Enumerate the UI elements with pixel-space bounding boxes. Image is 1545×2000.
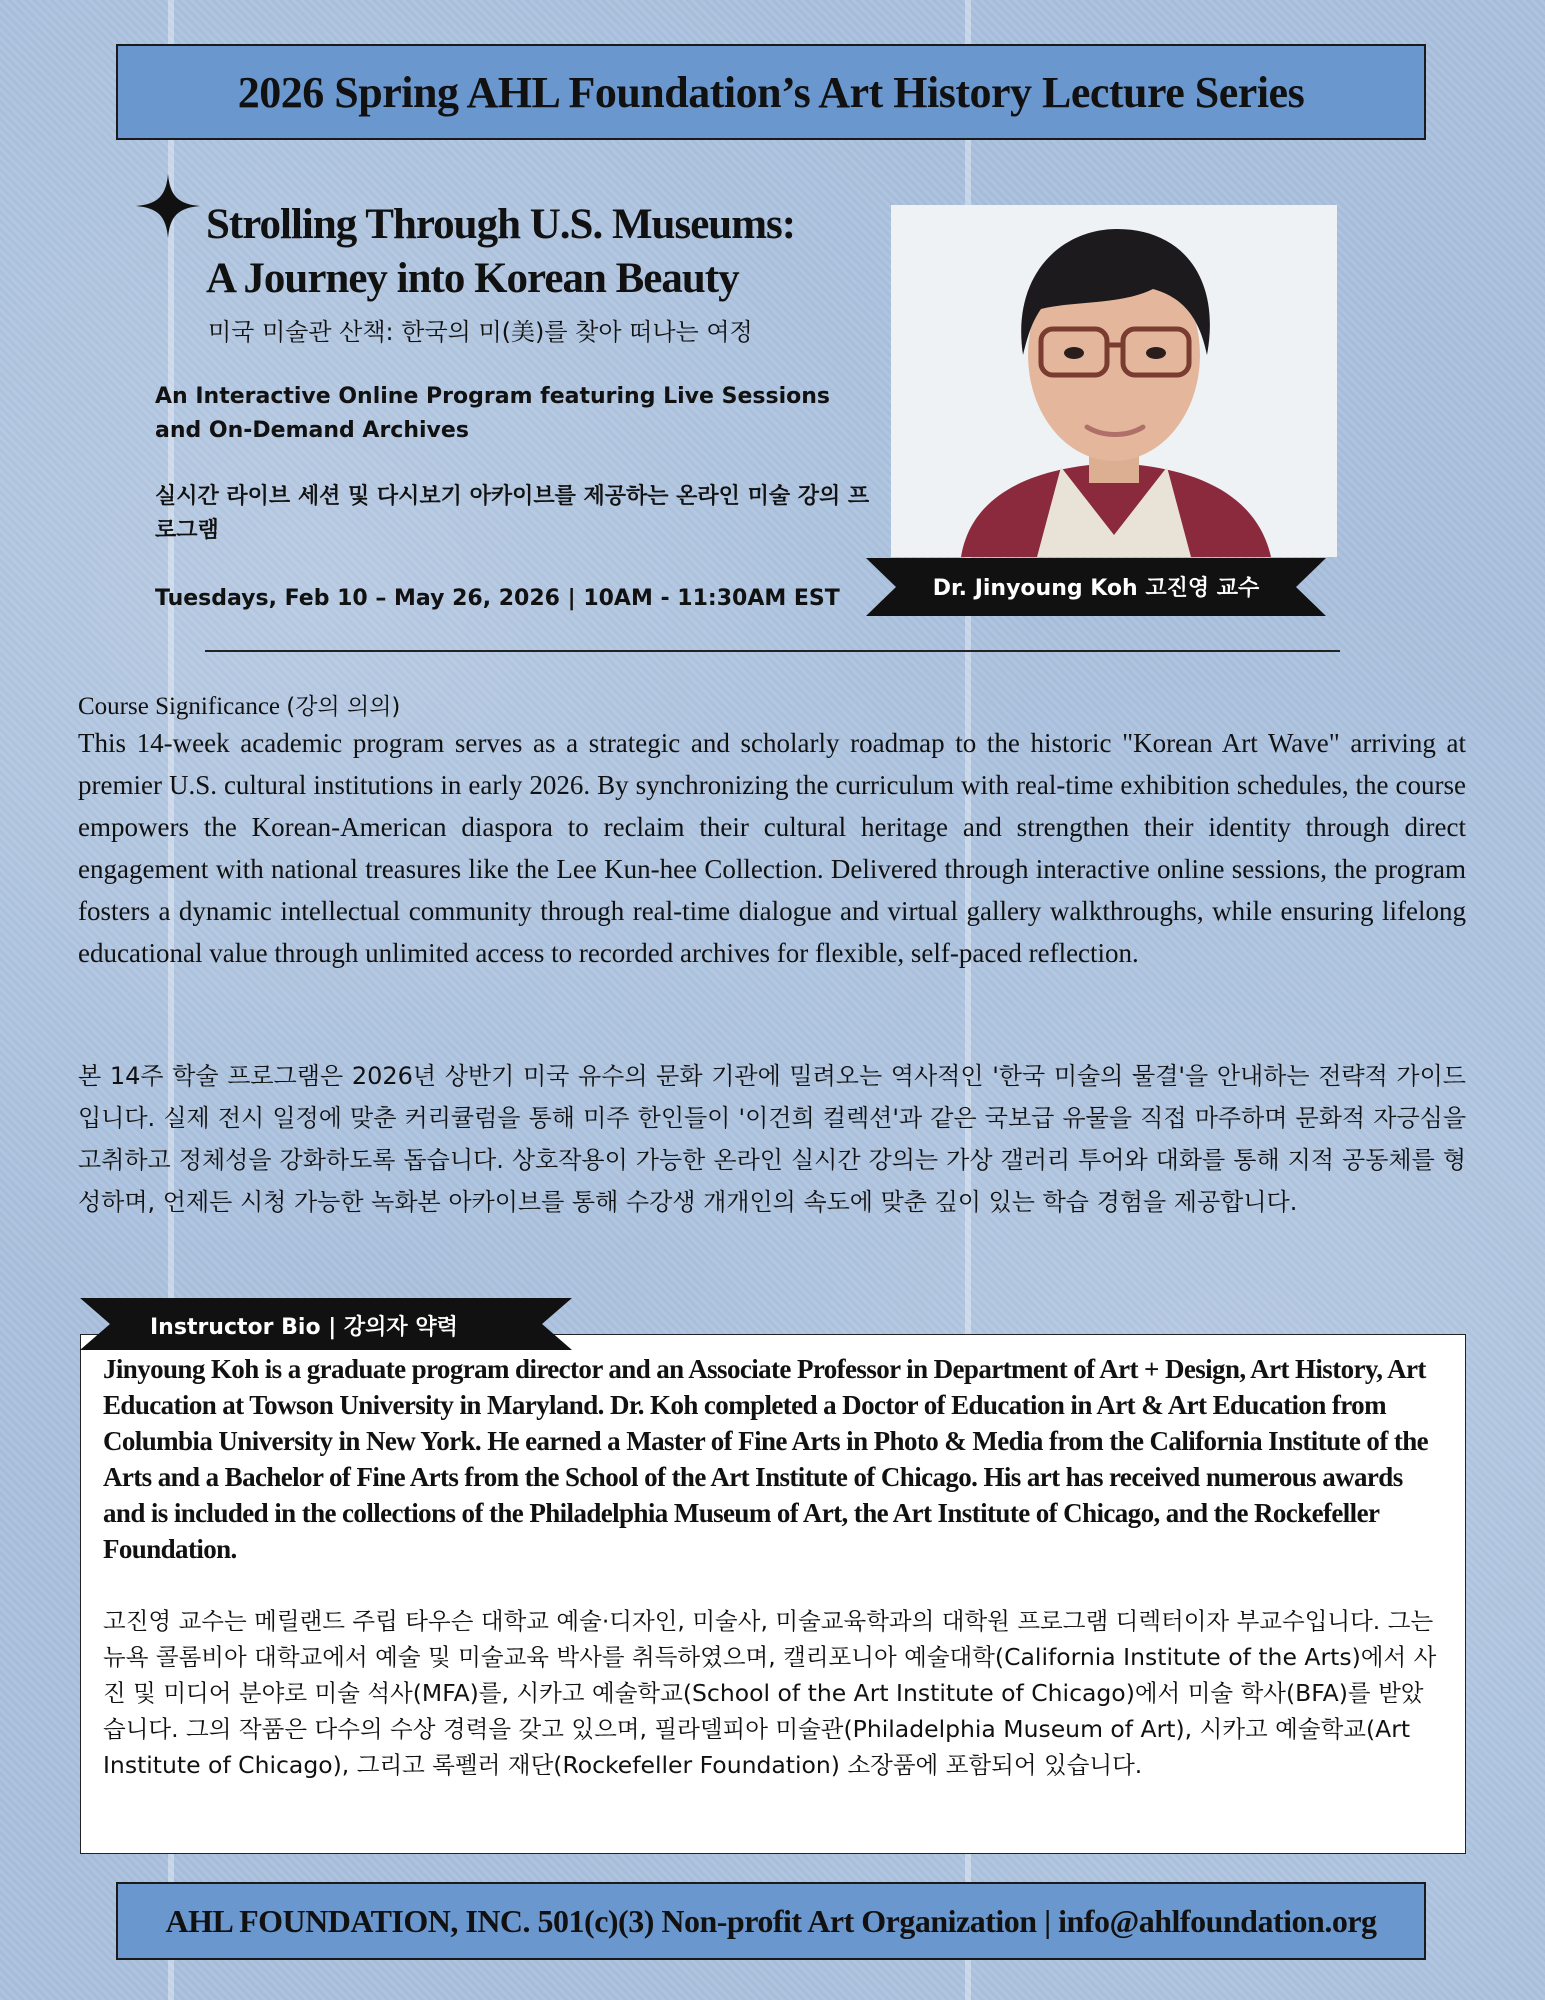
significance-body-en: This 14-week academic program serves as a strategic and scholarly roadmap to the historic "Korean Art Wave" arriving at premier U.S. cultural institutions in early 2026. By synchronizing the curriculum with real-time exhibition schedules, the course empowers the Korean-American diaspora to reclaim their cultural heritage and strengthen their identity through direct engagement with national treasures like the Lee Kun-hee Collection. Delivered through interactive online sessions, the program fosters a dynamic intellectual community through real-time dialogue and virtual gallery walkthroughs, while ensuring lifelong educational value through unlimited access to recorded archives for flexible, self-paced reflection. <box>78 728 1466 968</box>
instructor-name-ribbon <box>866 558 1326 616</box>
bio-label: Instructor Bio | 강의자 약력 <box>150 1315 458 1340</box>
series-banner <box>116 44 1426 140</box>
bio-body-ko: 고진영 교수는 메릴랜드 주립 타우슨 대학교 예술·디자인, 미술사, 미술교육학과의 대학원 프로그램 디렉터이자 부교수입니다. 그는 뉴욕 콜롬비아 대학교에서 예술 및 미술교육 박사를 취득하였으며, 캘리포니아 예술대학(California Institute of the Arts)에서 사진 및 미디어 분야로 미술 석사(MFA)를, 시카고 예술학교(School of the Art Institute of Chicago)에서 미술 학사(BFA)를 받았습니다. 그의 작품은 다수의 수상 경력을 갖고 있으며, 필라델피아 미술관(Philadelphia Museum of Art), 시카고 예술학교(Art Institute of Chicago), 그리고 록펠러 재단(Rockefeller Foundation) 소장품에 포함되어 있습니다. <box>103 1607 1437 1779</box>
program-schedule: Tuesdays, Feb 10 – May 26, 2026 | 10AM - 11:30AM EST <box>155 586 840 611</box>
portrait-photo-icon <box>891 205 1337 557</box>
instructor-bio-ribbon <box>80 1298 572 1350</box>
program-title-line1: Strolling Through U.S. Museums: <box>206 201 796 248</box>
sparkle-star-icon <box>134 172 202 240</box>
significance-body-ko: 본 14주 학술 프로그램은 2026년 상반기 미국 유수의 문화 기관에 밀려오는 역사적인 '한국 미술의 물결'을 안내하는 전략적 가이드입니다. 실제 전시 일정에 맞춘 커리큘럼을 통해 미주 한인들이 '이건희 컬렉션'과 같은 국보급 유물을 직접 마주하며 문화적 자긍심을 고취하고 정체성을 강화하도록 돕습니다. 상호작용이 가능한 온라인 실시간 강의는 가상 갤러리 투어와 대화를 통해 지적 공동체를 형성하며, 언제든 시청 가능한 녹화본 아카이브를 통해 수강생 개개인의 속도에 맞춘 깊이 있는 학습 경험을 제공합니다. <box>78 1062 1466 1216</box>
significance-heading-en: Course Significance <box>78 693 281 720</box>
program-subtitle-korean: 실시간 라이브 세션 및 다시보기 아카이브를 제공하는 온라인 미술 강의 프로그램 <box>155 484 870 543</box>
footer-banner <box>116 1882 1426 1960</box>
program-title <box>206 198 795 306</box>
program-title-line2: A Journey into Korean Beauty <box>206 255 739 302</box>
instructor-name: Dr. Jinyoung Koh 고진영 교수 <box>932 576 1260 601</box>
instructor-photo <box>891 205 1337 557</box>
footer-text: AHL FOUNDATION, INC. 501(c)(3) Non-profit Art Organization | info@ahlfoundation.org <box>165 1902 1377 1939</box>
significance-heading <box>78 688 400 721</box>
instructor-bio-box <box>80 1334 1466 1854</box>
section-divider <box>205 650 1340 652</box>
bio-body-en: Jinyoung Koh is a graduate program director and an Associate Professor in Department of Art + Design, Art History, Art Education at Towson University in Maryland. Dr. Koh completed a Doctor of Education in Art & Art Education from Columbia University in New York. He earned a Master of Fine Arts in Photo & Media from the California Institute of the Arts and a Bachelor of Fine Arts from the School of the Art Institute of Chicago. His art has received numerous awards and is included in the collections of the Philadelphia Museum of Art, the Art Institute of Chicago, and the Rockefeller Foundation. <box>103 1354 1429 1564</box>
program-subtitle: An Interactive Online Program featuring Live Sessions and On-Demand Archives <box>155 384 830 443</box>
banner-title: 2026 Spring AHL Foundation’s Art History Lecture Series <box>237 67 1305 117</box>
significance-heading-ko: (강의 의의) <box>286 694 401 720</box>
program-title-korean: 미국 미술관 산책: 한국의 미(美)를 찾아 떠나는 여정 <box>208 318 753 346</box>
